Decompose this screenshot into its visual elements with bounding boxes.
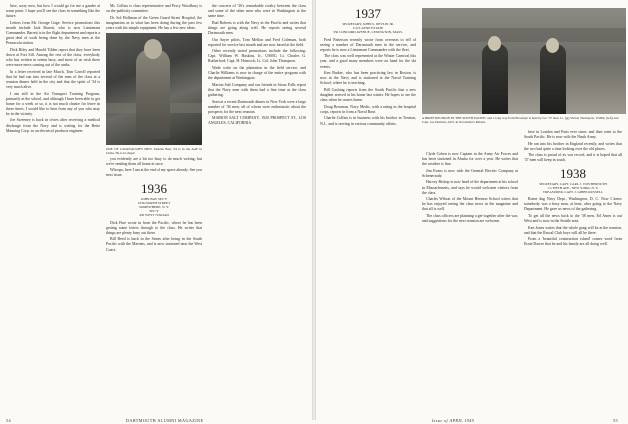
left-column-1 xyxy=(6,4,100,402)
secretary-block-1938 xyxy=(524,182,622,195)
secretary-line: 350 CONCORD AVENUE, LEXINGTON, MASS. xyxy=(333,30,403,35)
soldier-photo xyxy=(106,33,202,145)
left-column-2 xyxy=(106,4,202,402)
left-column-3 xyxy=(208,4,306,402)
paragraph: Charlie Collins is in business with his brother in Trenton, N.J., and is serving in various community affairs. xyxy=(320,116,416,126)
paragraph: Dick Riley and Harold Tilden report that they have been down at Fort Sill. Among the rest of the class, everybody who has written in seems busy, and most of us wish there were more news coming out of the ranks. xyxy=(6,47,100,68)
photo-person-left xyxy=(482,44,508,114)
paragraph: In a letter received in late March, Tom Carroll reported that he had run into several of the men of the class at a reunion dinner held in the city and that the spirit of '34 is very much alive. xyxy=(6,69,100,89)
photo-face-right xyxy=(546,38,559,53)
paragraph: the concern of '36's remarkable rivalry between the class and some of the other men who were in Washington at the same time. xyxy=(208,4,306,19)
page-number: 55 xyxy=(613,418,618,423)
page-number: 54 xyxy=(6,418,11,423)
reunion-photo-block xyxy=(422,6,626,124)
paragraph: Doug Bowman, Navy Medic, with a rating in the hospital corps, reports in from a Naval Base. xyxy=(320,104,416,114)
paragraph: Our Sayre pilots, Tom Mellon and Fred Coleman, both reported for service last month and are now based at the field. xyxy=(208,37,306,47)
class-year-heading-1938: 1938 xyxy=(560,165,586,181)
paragraph: MARION SALT COMPANY, 1920 PROSPECT ST., LOS ANGELES, CALIFORNIA xyxy=(208,116,306,126)
paragraph: Clyde Cohen is now Captain in the Army Air Forces and has been stationed in Alaska for over a year. He writes that the weather is fine. xyxy=(422,152,518,167)
paragraph: From a 'beautiful construction island' comes word from Ernie Dawes that he and his family are all doing well. xyxy=(524,237,622,247)
paragraph: Marion Salt Company and our friends in Sioux Falls report that the Navy men with them had a fine time at the class gathering. xyxy=(208,82,306,97)
paragraph: Joe Sweeney is back in civies after receiving a medical discharge from the Navy and is writing for the Bette Manning Corp. as an electrical products engineer. xyxy=(6,118,100,133)
paragraph: Dick Fine wrote in from the Pacific, where he has been getting some letters through to the class. He writes that things are plenty busy out there. xyxy=(106,220,202,235)
photo-caption: ONE OF CAVANAUGH'S MEN. Perkins Bass '34 is in the AAF in China. He is in shape! xyxy=(106,146,202,156)
paragraph: Seen at a recent Dartmouth dinner in New York were a large number of '36 men, all of whom were enthusiastic about the prospects for the next reunion. xyxy=(208,99,306,114)
paragraph: The class officers are planning a get-together after the war, and suggestions for the next reunion are welcome. xyxy=(422,214,518,224)
magazine-title: DARTMOUTH ALUMNI MAGAZINE xyxy=(126,418,204,423)
left-page xyxy=(0,0,312,423)
secretary-line: SECRETARY, CAPT. CARL J. VON BERNUTH xyxy=(539,181,607,186)
photo-face-left xyxy=(488,36,501,51)
paragraph: The class is proud of its war record, and it is hoped that all '37 men will keep in touch. xyxy=(524,153,622,163)
issue-date: Issue of APRIL 1945 xyxy=(432,418,475,423)
paragraph: Rome dug Navy Dept., Washington, D. C. Now I knew somebody was a busy man, at least, after going to the Navy Department. He gave us news of the gathering. xyxy=(524,197,622,212)
secretary-line: SOMEWHERE, N. Y. xyxy=(138,204,170,209)
paragraph: Whoops, here I am at the end of my space already. See you next issue. xyxy=(106,168,202,178)
paragraph: Bill Cushing reports from the South Pacific that a new daughter arrived at his home last winter. He hopes to see the class when he comes home. xyxy=(320,87,416,103)
paragraph: Harvey Bishop is now head of the department at his school in Massachusetts, and says he would welcome visitors from the class. xyxy=(422,180,518,195)
secretary-line: 450 WEST 70 ROAD xyxy=(139,213,169,218)
photo-person-right xyxy=(540,44,566,114)
paragraph: Ken Barker, who has been practicing law in Boston, is now in the Navy and is stationed at the Naval Training School, where he is teaching. xyxy=(320,71,416,86)
reunion-photo xyxy=(422,8,626,114)
paragraph: Wade write on the plantation in the field service, and Charlie Williams is now in charge of the entire program with the department at Washington. xyxy=(208,66,306,81)
right-column-3 xyxy=(524,130,622,402)
secretary-line: c/o FIFTH AVE., NEW YORK, N. Y. xyxy=(547,185,599,190)
paragraph: Other recently noted promotions include the following: Capt. William W. Haskins, Jr., USMC; Lt. Charles G. Rutherford; Capt. H. Hancock; Lt. Col. John Thompson. xyxy=(208,49,306,64)
photo-head xyxy=(144,39,162,59)
paragraph: Bud Roberts is with the Navy in the Pacific and writes that things are going along well. He reports seeing several Dartmouth men. xyxy=(208,20,306,35)
paragraph: here in London and Paris ever since; and then went to the South Pacific. He is now with the Ninth Army. xyxy=(524,130,622,140)
secretary-line: 1936 NORTH STREET xyxy=(137,200,171,205)
paragraph: Fred Patterson recently wrote from overseas to tell of seeing a number of Dartmouth men in the service, and reports he is now a Lieutenant Commander with the fleet. xyxy=(320,37,416,52)
paragraph: here, sorry now, but how I would go for me a gander at some point. I hope you'll see the class in something like the future. xyxy=(6,4,100,19)
paragraph: you evidently are a bit too busy to do much writing, but we're sending them all home at once. xyxy=(106,156,202,166)
secretary-line: JOHN BAY SEC'Y xyxy=(140,196,168,201)
paragraph: I am still in the Air Transport Training Program, primarily at the school, and although I have been able to get home for a week or so, it is not much chance for leave in these times. I would like to hear from any of you who may be in the vicinity. xyxy=(6,91,100,116)
right-column-1 xyxy=(320,4,416,402)
secretary-block-1937 xyxy=(320,22,416,35)
photo-caption: A BRIEF REUNION IN THE SOUTH PACIFIC and a long way from Brooklyn is held by two '37 men, Lt. (jg) Vinton Thompson, USNR, (left) and Capt. Joe Deitrick, AUS, in November's Rabaul. xyxy=(422,116,626,124)
paragraph: To get all the news back to the '38 men, Ed Ames is out West and is now in the Seattle area. xyxy=(524,213,622,224)
paragraph: Bill Reed is back in the States after being in the South Pacific with the Marines, and is now stationed near the West Coast. xyxy=(106,237,202,252)
photo-background xyxy=(422,28,626,42)
paragraph: Jim Evans is now with the General Electric Company at Schenectady. xyxy=(422,168,518,178)
secretary-line: C/O LAYNE ESTATE xyxy=(352,26,384,31)
class-year-heading-1937: 1937 xyxy=(355,6,381,21)
secretary-block-1936 xyxy=(106,197,202,218)
secretary-line: SECRETARY, JOHN S. DEVLIN JR. xyxy=(342,22,394,26)
paragraph: Charles Wilson of the Mount Hermon School writes that he has enjoyed seeing the class news in the magazine and that all is well. xyxy=(422,197,518,212)
paragraph: Dr. Sol Hoffman of the Green Guard Street Hospital, the imagination as to what has been doing during the past few years with his simple equipment. He has a few new ideas. xyxy=(106,15,202,30)
secretary-line: SEC'Y xyxy=(149,209,159,214)
right-page xyxy=(316,0,628,423)
paragraph: Ken Jones writes that the whole gang will be at the reunion, and that the Rascal Club boys will all be there. xyxy=(524,225,622,235)
photo-figure xyxy=(136,49,170,139)
secretary-line: TREASURER, CAPT. J. GIBBS RUSSELL xyxy=(542,189,604,194)
paragraph: Letters from Mr. George Gage. Service promotions this month include Jack Barrett, who is now Lieutenant Commander. Barrett is in the flight department and reports a great deal of work being done by the Navy men at the Pensacola station. xyxy=(6,20,100,46)
class-year-heading-1936: 1936 xyxy=(141,180,167,196)
paragraph: He ran into his brother in England recently, and writes that the two had quite a time looking over the old places. xyxy=(524,141,622,151)
paragraph: Mr. Collins is class representative and Percy Woodbury is on the publicity committee. xyxy=(106,4,202,14)
paragraph: The class was well represented at the Winter Carnival this year, and a good many members were on hand for the ski events. xyxy=(320,54,416,69)
